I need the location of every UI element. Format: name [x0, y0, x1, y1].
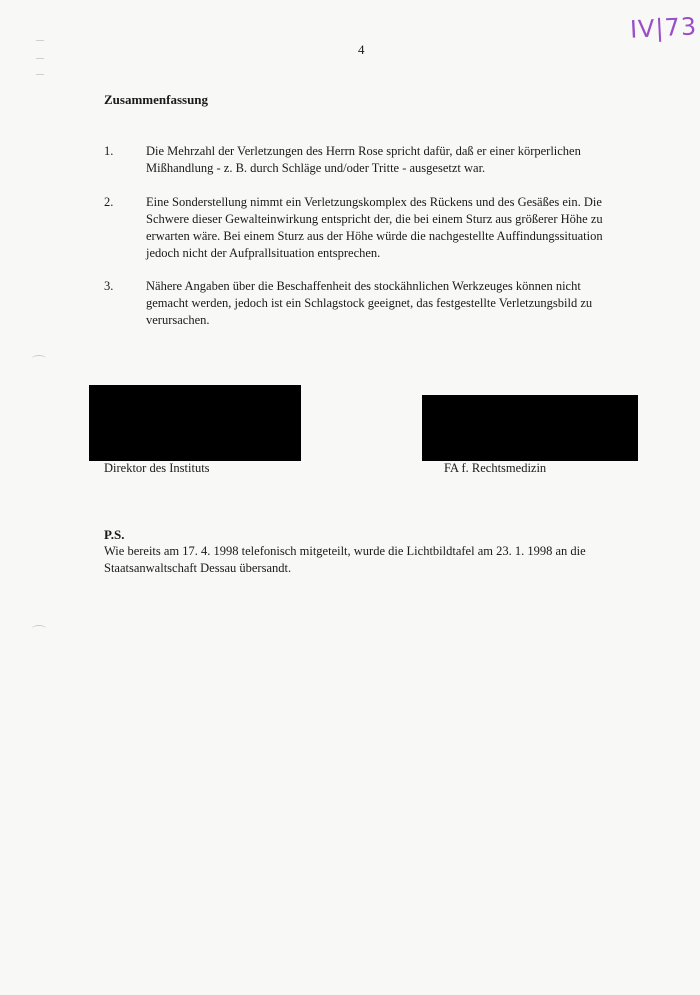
item-text: Die Mehrzahl der Verletzungen des Herrn Rose spricht dafür, daß er einer körperlichen Mißhandlung - z. B. durch Schläge und/oder Tritte - ausgesetzt war. [146, 144, 581, 175]
punch-hole-mark [32, 355, 46, 362]
margin-mark [36, 40, 44, 41]
item-number: 3. [104, 279, 114, 293]
redacted-signature-right [422, 395, 638, 461]
redacted-signature-left [89, 385, 301, 461]
item-text: Nähere Angaben über die Beschaffenheit des stockähnlichen Werkzeuges können nicht gemacht werden, jedoch ist ein Schlagstock geeignet, das festgestellte Verletzungsbild zu verursachen. [146, 279, 593, 327]
page-number: 4 [358, 42, 365, 57]
handwritten-folio-mark: IV|73 [629, 12, 698, 44]
item-number: 2. [104, 195, 114, 209]
section-heading: Zusammenfassung [104, 92, 209, 107]
postscript-text: Wie bereits am 17. 4. 1998 telefonisch mitgeteilt, wurde die Lichtbildtafel am 23. 1. 1998 an die Staatsanwaltschaft Dessau übersandt. [104, 544, 586, 575]
item-number: 1. [104, 144, 114, 158]
item-text: Eine Sonderstellung nimmt ein Verletzungskomplex des Rückens und des Gesäßes ein. Die Schwere dieser Gewalteinwirkung entspricht der, die bei einem Sturz aus größerer Höhe zu erwarten wäre. Bei einem Sturz aus der Höhe würde die nachgestellte Auffindungssituation jedoch nicht der Aufprallsituation entsprechen. [146, 195, 603, 260]
postscript-label: P.S. [104, 527, 125, 542]
signature-caption-right: FA f. Rechtsmedizin [444, 461, 547, 475]
margin-mark [36, 58, 44, 59]
signature-caption-left: Direktor des Instituts [104, 461, 210, 475]
margin-mark [36, 74, 44, 75]
punch-hole-mark [32, 625, 46, 632]
